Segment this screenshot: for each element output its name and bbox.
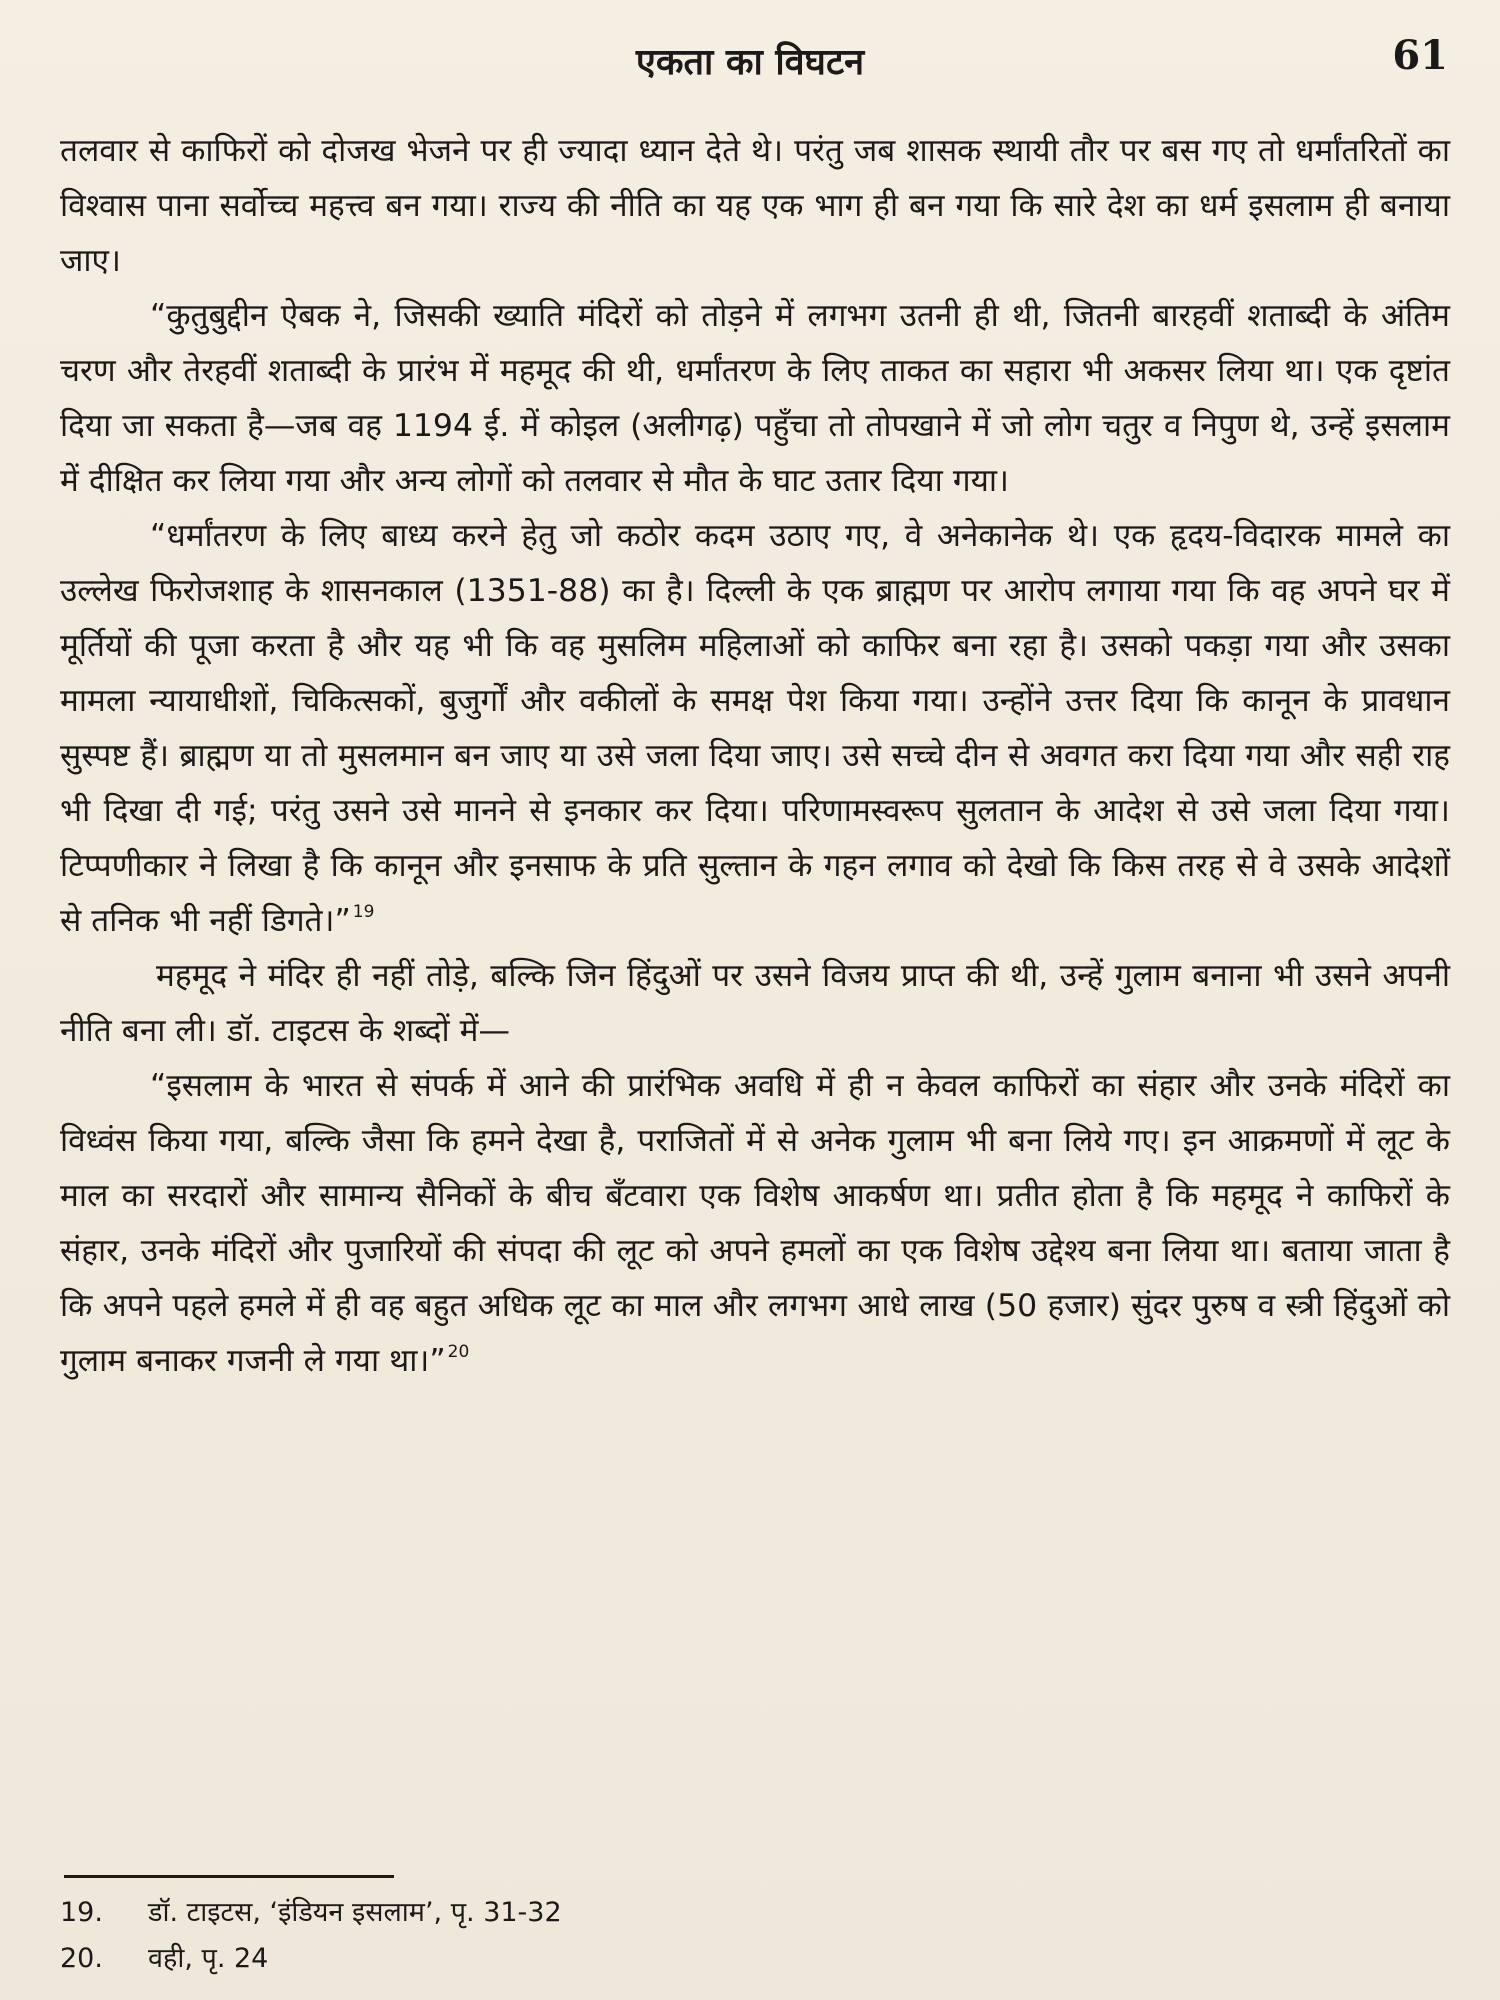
footnote-20 xyxy=(60,1936,1440,1982)
footnote-19 xyxy=(60,1890,1440,1936)
body-text xyxy=(60,124,1450,1389)
quote-paragraph-titus xyxy=(60,1059,1450,1389)
footnote-ref-19: 19 xyxy=(352,902,375,922)
paragraph-text: “कुतुबुद्दीन ऐबक ने, जिसकी ख्याति मंदिरों को तोड़ने में लगभग उतनी ही थी, जितनी बारहवीं शताब्दी के अंतिम चरण और तेरहवीं शताब्दी के प्रारंभ में महमूद की थी, धर्मांतरण के लिए ताकत का सहारा भी अकसर लिया था। एक दृष्टांत दिया जा सकता है—जब वह 1194 ई. में कोइल (अलीगढ़) पहुँचा तो तोपखाने में जो लोग चतुर व निपुण थे, उन्हें इसलाम में दीक्षित कर लिया गया और अन्य लोगों को तलवार से मौत के घाट उतार दिया गया। xyxy=(60,298,1450,499)
footnotes xyxy=(60,1890,1440,1982)
paragraph-text: तलवार से काफिरों को दोजख भेजने पर ही ज्यादा ध्यान देते थे। परंतु जब शासक स्थायी तौर पर बस गए तो धर्मांतरितों का विश्वास पाना सर्वोच्च महत्त्व बन गया। राज्य की नीति का यह एक भाग ही बन गया कि सारे देश का धर्म इसलाम ही बनाया जाए। xyxy=(60,133,1450,279)
paragraph-text: महमूद ने मंदिर ही नहीं तोड़े, बल्कि जिन हिंदुओं पर उसने विजय प्राप्त की थी, उन्हें गुलाम बनाना भी उसने अपनी नीति बना ली। डॉ. टाइटस के शब्दों में— xyxy=(60,958,1450,1049)
paragraph-text: “धर्मांतरण के लिए बाध्य करने हेतु जो कठोर कदम उठाए गए, वे अनेकानेक थे। एक हृदय-विदारक मामले का उल्लेख फिरोजशाह के शासनकाल (1351-88) का है। दिल्ली के एक ब्राह्मण पर आरोप लगाया गया कि वह अपने घर में मूर्तियों की पूजा करता है और यह भी कि वह मुसलिम महिलाओं को काफिर बना रहा है। उसको पकड़ा गया और उसका मामला न्यायाधीशों, चिकित्सकों, बुजुर्गों और वकीलों के समक्ष पेश किया गया। उन्होंने उत्तर दिया कि कानून के प्रावधान सुस्पष्ट हैं। ब्राह्मण या तो मुसलमान बन जाए या उसे जला दिया जाए। उसे सच्चे दीन से अवगत करा दिया गया और सही राह भी दिखा दी गई; परंतु उसने उसे मानने से इनकार कर दिया। परिणामस्वरूप सुलतान के आदेश से उसे जला दिया गया। टिप्पणीकार ने लिखा है कि कानून और इनसाफ के प्रति सुल्तान के गहन लगाव को देखो कि किस तरह से वे उसके आदेशों से तनिक भी नहीं डिगते।” xyxy=(60,518,1450,939)
running-title: एकता का विघटन xyxy=(635,42,865,83)
footnote-text: डॉ. टाइटस, ‘इंडियन इसलाम’, पृ. 31-32 xyxy=(148,1897,562,1928)
paragraph-text: “इसलाम के भारत से संपर्क में आने की प्रारंभिक अवधि में ही न केवल काफिरों का संहार और उनके मंदिरों का विध्वंस किया गया, बल्कि जैसा कि हमने देखा है, पराजितों में से अनेक गुलाम भी बना लिये गए। इन आक्रमणों में लूट के माल का सरदारों और सामान्य सैनिकों के बीच बँटवारा एक विशेष आकर्षण था। प्रतीत होता है कि महमूद ने काफिरों के संहार, उनके मंदिरों और पुजारियों की संपदा की लूट को अपने हमलों का एक विशेष उद्देश्य बना लिया था। बताया जाता है कि अपने पहले हमले में ही वह बहुत अधिक लूट का माल और लगभग आधे लाख (50 हजार) सुंदर पुरुष व स्त्री हिंदुओं को गुलाम बनाकर गजनी ले गया था।” xyxy=(60,1068,1450,1379)
footnote-number: 19. xyxy=(60,1897,103,1928)
quote-paragraph-qutbuddin xyxy=(60,289,1450,509)
footnote-ref-20: 20 xyxy=(447,1342,470,1362)
paragraph-mahmud xyxy=(60,949,1450,1059)
quote-paragraph-conversion xyxy=(60,509,1450,949)
paragraph-continuation xyxy=(60,124,1450,289)
page-number: 61 xyxy=(1392,32,1448,79)
footnote-number: 20. xyxy=(60,1943,103,1974)
footnote-divider xyxy=(64,1875,394,1878)
page-header xyxy=(0,28,1500,98)
footnote-text: वही, पृ. 24 xyxy=(148,1943,269,1974)
